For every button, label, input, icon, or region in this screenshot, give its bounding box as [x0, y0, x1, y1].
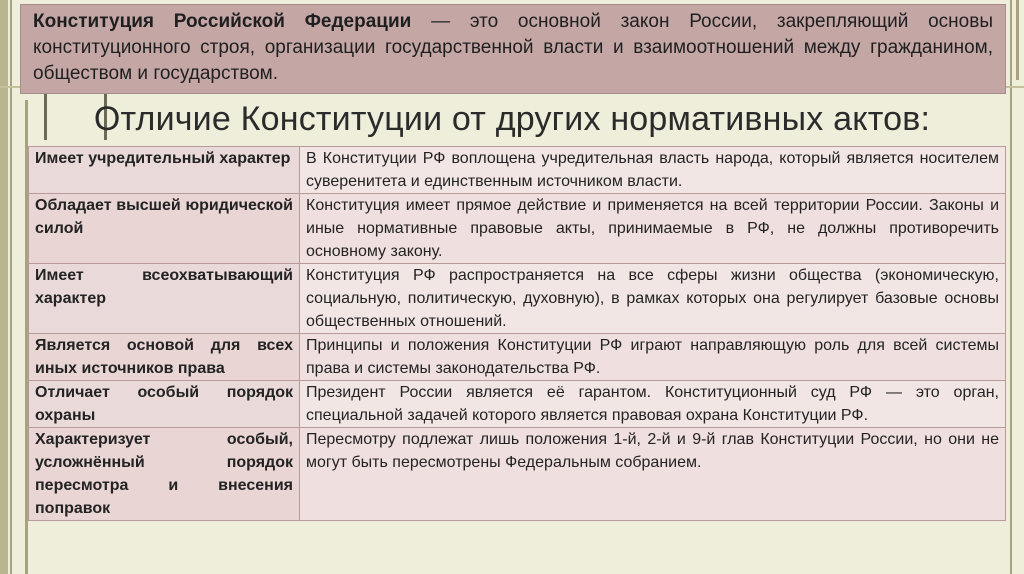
row-value: Принципы и положения Конституции РФ играют направляющую роль для всей системы права и системы законодательства РФ.: [300, 334, 1006, 381]
row-key: Обладает высшей юридической силой: [29, 194, 300, 264]
row-key: Отличает особый порядок охраны: [29, 381, 300, 428]
decor-line: [1016, 0, 1019, 80]
row-key: Имеет учредительный характер: [29, 147, 300, 194]
table-row: [29, 264, 1006, 334]
row-key: Характеризует особый, усложнённый порядок пересмотра и внесения поправок: [29, 428, 300, 521]
row-key: Имеет всеохватывающий характер: [29, 264, 300, 334]
row-value: В Конституции РФ воплощена учредительная власть народа, который является носителем суверенитета и единственным источником власти.: [300, 147, 1006, 194]
intro-term: Конституция Российской Федерации: [33, 11, 412, 32]
row-value: Конституция РФ распространяется на все сферы жизни общества (экономическую, социальную, политическую, духовную), в рамках которых она регулирует базовые основы общественных отношений.: [300, 264, 1006, 334]
row-value: Пересмотру подлежат лишь положения 1-й, 2-й и 9-й глав Конституции России, но они не могут быть пересмотрены Федеральным собранием.: [300, 428, 1006, 521]
table-row: [29, 381, 1006, 428]
table-row: [29, 428, 1006, 521]
intro-definition: — это основной закон России, закрепляющий основы конституционного строя, организации государственной власти и взаимоотношений между гражданином, обществом и государством.: [33, 11, 993, 84]
row-key: Является основой для всех иных источников права: [29, 334, 300, 381]
row-value: Конституция имеет прямое действие и применяется на всей территории России. Законы и иные нормативные правовые акты, принимаемые в РФ, не должны противоречить основному закону.: [300, 194, 1006, 264]
row-value: Президент России является её гарантом. Конституционный суд РФ — это орган, специальной задачей которого является правовая охрана Конституции РФ.: [300, 381, 1006, 428]
table-row: [29, 334, 1006, 381]
table-row: [29, 147, 1006, 194]
table-row: [29, 194, 1006, 264]
comparison-table: [28, 146, 1006, 521]
slide-title: Отличие Конституции от других нормативных актов:: [93, 100, 931, 138]
intro-box: [20, 4, 1006, 94]
